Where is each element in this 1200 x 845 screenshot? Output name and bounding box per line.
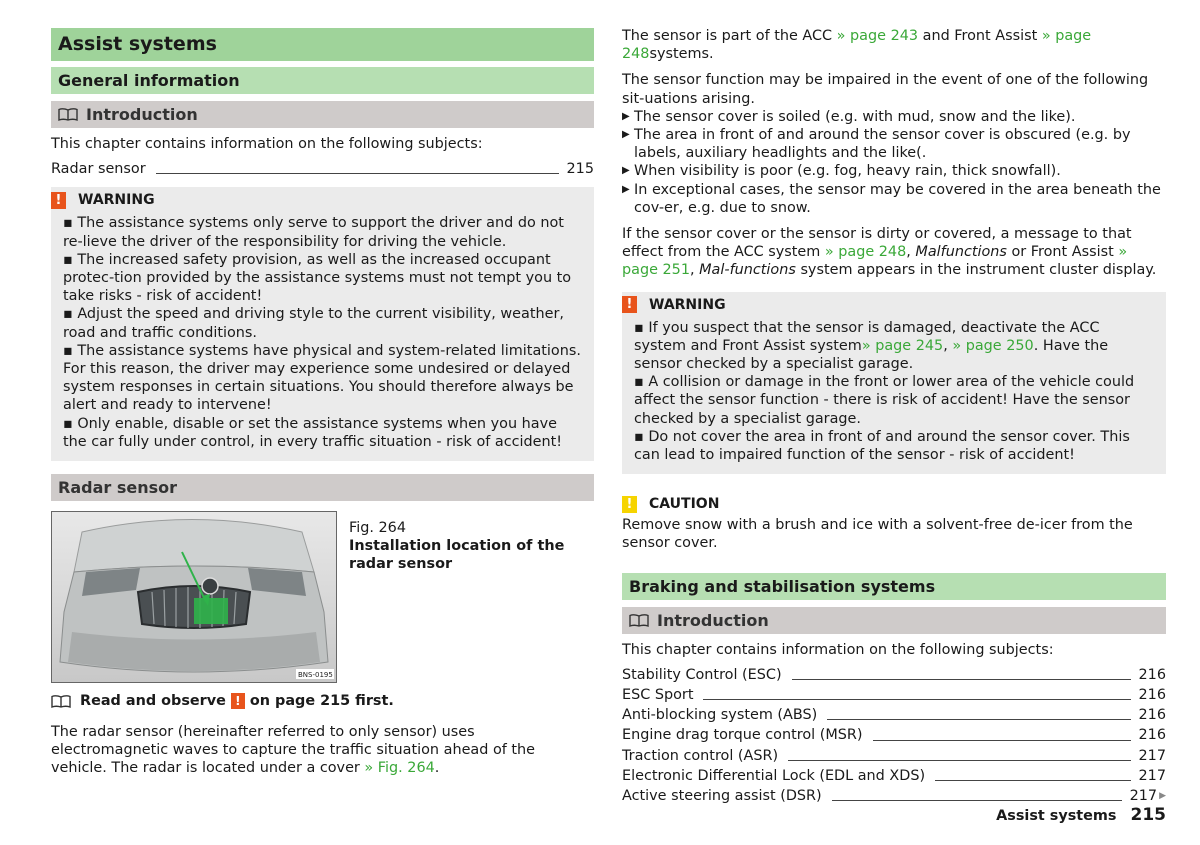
- caution-header: [622, 495, 1166, 513]
- bullet-text: The sensor cover is soiled (e.g. with mud, snow and the like).: [634, 108, 1076, 125]
- toc-row[interactable]: [622, 786, 1166, 806]
- warning-item: ▪ Adjust the speed and driving style to the current visibility, weather, road and traffic conditions.: [63, 306, 564, 341]
- caution-title: CAUTION: [649, 496, 720, 513]
- page-number: 215: [1130, 805, 1166, 825]
- left-column: [51, 28, 594, 778]
- toc-row[interactable]: [622, 746, 1166, 766]
- text: and Front Assist: [922, 28, 1038, 44]
- car-front-image: [51, 511, 337, 683]
- bullet-item: [622, 126, 1166, 162]
- toc-label: Electronic Differential Lock (EDL and XDS): [622, 767, 926, 784]
- warning-header: [51, 191, 584, 209]
- intro-text: This chapter contains information on the following subjects:: [622, 641, 1054, 658]
- sensor-part-text: [622, 27, 1166, 63]
- section-heading-general-information: General information: [51, 67, 594, 94]
- footer-title: Assist systems: [996, 808, 1117, 824]
- bullet-arrow-icon: ▶: [622, 165, 630, 177]
- warning-icon: !: [231, 693, 245, 709]
- figure-number: Fig. 264: [349, 520, 406, 537]
- read-observe-note: [51, 693, 594, 709]
- page-link[interactable]: » page 243: [836, 28, 919, 44]
- radar-body: The radar sensor (hereinafter referred to only sensor) uses electromagnetic waves to capture the traffic situation ahead of the vehicle. The radar is located under a cover: [51, 724, 536, 777]
- toc-row[interactable]: [622, 705, 1166, 725]
- subsection-heading-introduction: [622, 607, 1166, 634]
- warning-item: ▪ Do not cover the area in front of and around the sensor cover. This can lead to impaired function of the sensor - risk of accident!: [634, 428, 1130, 464]
- warning-item: ▪ Only enable, disable or set the assistance systems when you have the car fully under control, in every traffic situation - risk of accident!: [63, 415, 563, 450]
- bullet-item: [622, 181, 1166, 217]
- toc-page: 216: [1138, 727, 1166, 744]
- text: ,: [689, 262, 695, 279]
- warning-icon: !: [622, 296, 637, 313]
- bullet-text: In exceptional cases, the sensor may be covered in the area beneath the cov-er, e.g. due to snow.: [634, 181, 1161, 216]
- chapter-heading: Assist systems: [51, 28, 594, 61]
- toc-page: 215: [566, 161, 594, 178]
- toc-page: 217: [1129, 788, 1158, 805]
- bullet-arrow-icon: ▶: [622, 110, 630, 122]
- radar-body-text: [51, 723, 594, 778]
- page-link[interactable]: » page 248: [824, 244, 907, 261]
- warning-item: ▪ A collision or damage in the front or lower area of the vehicle could affect the sensor function - there is risk of accident! Have the sensor checked by a specialist garage.: [634, 374, 1135, 427]
- book-icon: [51, 695, 71, 708]
- read-observe-text: Read and observe: [80, 693, 226, 710]
- page-footer: [996, 805, 1166, 825]
- malfunctions-ref: Mal-functions: [699, 262, 796, 279]
- toc-page: 216: [1138, 707, 1166, 724]
- intro-text: This chapter contains information on the following subjects:: [51, 136, 483, 152]
- bullet-item: [622, 108, 1166, 126]
- text: system appears in the instrument cluster display.: [800, 262, 1157, 279]
- car-illustration: [52, 512, 336, 682]
- dirty-sensor-text: [622, 225, 1166, 280]
- toc-row[interactable]: [51, 159, 594, 179]
- caution-text: Remove snow with a brush and ice with a solvent-free de-icer from the sensor cover.: [622, 517, 1133, 552]
- toc-label: Active steering assist (DSR): [622, 788, 822, 805]
- toc-leader: [788, 760, 1130, 761]
- toc-leader: [703, 699, 1130, 700]
- text: ,: [906, 244, 911, 261]
- toc-leader: [935, 780, 1130, 781]
- warning-header: [622, 296, 1156, 314]
- toc-page: 217: [1138, 767, 1166, 784]
- page-link[interactable]: » page 248: [622, 28, 1092, 63]
- subsection-heading-introduction: [51, 101, 594, 128]
- text: ▪ If you suspect that the sensor is damaged, deactivate the ACC system and Front Assist system: [634, 319, 1100, 354]
- impairment-text: The sensor function may be impaired in the event of one of the following sit-uations arising.: [622, 72, 1149, 107]
- introduction-label: Introduction: [86, 105, 198, 124]
- warning-title: WARNING: [78, 192, 155, 209]
- caution-icon: !: [622, 496, 637, 513]
- warning-item: ▪ The increased safety provision, as well as the increased occupant protec-tion provided by the assistance systems must not tempt you to take risks - risk of accident!: [63, 251, 572, 305]
- toc-row[interactable]: [622, 766, 1166, 786]
- caution-box: [622, 495, 1166, 552]
- toc-label: Anti-blocking system (ABS): [622, 707, 818, 724]
- period: .: [434, 760, 440, 777]
- figure-264: [51, 511, 594, 683]
- text: The sensor is part of the ACC: [622, 28, 833, 44]
- figure-title: Installation location of the radar sensor: [349, 538, 565, 573]
- right-column: [622, 27, 1166, 806]
- text: . Have the sensor checked by a specialist garage.: [634, 337, 1109, 373]
- toc-label: Radar sensor: [51, 161, 146, 178]
- radar-sensor-heading: Radar sensor: [51, 474, 594, 501]
- toc-leader: [873, 740, 1131, 741]
- figure-caption: [349, 511, 594, 683]
- toc-page: 216: [1138, 666, 1166, 683]
- continue-arrow-icon: ▶: [1159, 791, 1166, 802]
- book-icon: [58, 108, 78, 121]
- bullet-arrow-icon: ▶: [622, 183, 630, 195]
- toc-leader: [156, 173, 559, 174]
- toc-list: [622, 665, 1166, 806]
- bullet-text: The area in front of and around the sensor cover is obscured (e.g. by labels, auxiliary headlights and the like(.: [634, 127, 1131, 162]
- toc-page: 217: [1138, 747, 1166, 764]
- warning-box: [51, 187, 594, 461]
- section-heading-braking: Braking and stabilisation systems: [622, 573, 1166, 600]
- toc-leader: [832, 800, 1122, 801]
- warning-item: ▪ The assistance systems have physical and system-related limitations. For this reason, the driver may experience some undesired or delayed system responses in certain situations. You should therefore always be alert and ready to intervene!: [63, 342, 581, 414]
- toc-row[interactable]: [622, 725, 1166, 745]
- toc-row[interactable]: [622, 685, 1166, 705]
- toc-label: ESC Sport: [622, 687, 694, 704]
- introduction-label: Introduction: [657, 610, 769, 630]
- warning-item: [634, 319, 1156, 374]
- toc-leader: [827, 719, 1130, 720]
- malfunctions-ref: Malfunctions: [915, 244, 1007, 261]
- warning-box: [622, 292, 1166, 475]
- warning-title: WARNING: [649, 296, 726, 313]
- toc-label: Engine drag torque control (MSR): [622, 727, 863, 744]
- fig-link[interactable]: » Fig. 264: [364, 760, 435, 777]
- figure-code: BNS-0195: [298, 671, 333, 680]
- bullet-arrow-icon: ▶: [622, 129, 630, 141]
- text: or Front Assist: [1011, 244, 1114, 261]
- toc-row[interactable]: [622, 665, 1166, 685]
- toc-page: 216: [1138, 687, 1166, 704]
- book-icon: [629, 614, 649, 627]
- toc-label: Stability Control (ESC): [622, 666, 782, 683]
- text: systems.: [649, 46, 714, 63]
- toc-leader: [792, 679, 1131, 680]
- bullet-text: When visibility is poor (e.g. fog, heavy rain, thick snowfall).: [634, 163, 1061, 180]
- text: If the sensor cover or the sensor is dirty or covered, a message to that effect from the ACC system: [622, 226, 1132, 261]
- page-link[interactable]: » page 250: [952, 337, 1034, 354]
- page-link[interactable]: » page 245: [861, 337, 944, 354]
- warning-icon: !: [51, 192, 66, 209]
- page-link[interactable]: » page 251: [622, 244, 1128, 279]
- warning-item: ▪ The assistance systems only serve to support the driver and do not re-lieve the driver of the responsibility for driving the vehicle.: [63, 215, 564, 250]
- read-observe-page: on page 215 first.: [249, 693, 394, 710]
- toc-label: Traction control (ASR): [622, 747, 779, 764]
- text: ,: [943, 337, 948, 354]
- bullet-item: [622, 162, 1166, 180]
